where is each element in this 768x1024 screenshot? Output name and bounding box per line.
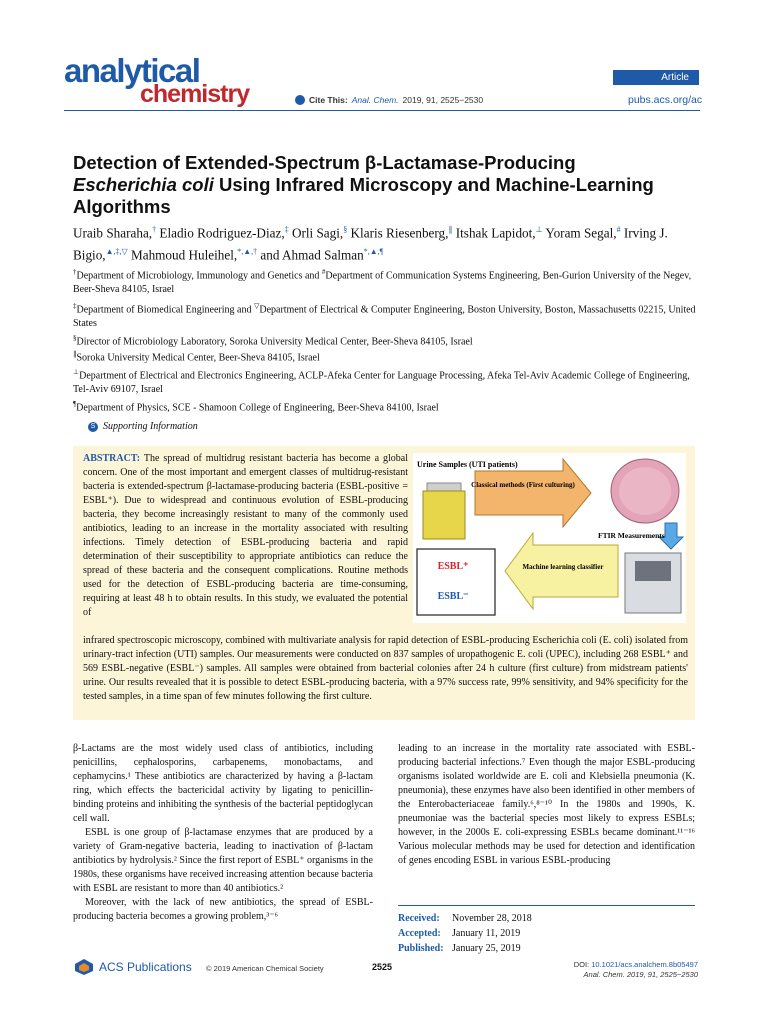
petri-dish-inner [619, 467, 671, 515]
received-date: November 28, 2018 [452, 913, 532, 924]
doi-label: DOI: [573, 960, 590, 969]
affiliation [73, 397, 703, 415]
body-paragraph: leading to an increase in the mortality rate associated with ESBL-producing bacterial infections.⁷ Even though the major ESBL-producing organisms isolated worldwide are E. coli and Klebsiella pneumonia (K. pneumonia), these enzymes have also been identified in other members of the Enterobacteriaceae family.⁶,⁸⁻¹⁰ In the 1980s and 1990s, K. pneumoniae was the bacterial species most likely to express ESBLs; however, in the 2000s E. coli-expressing ESBLs became dominant.¹¹⁻¹⁶ Various molecular methods may be used for detection and identification of genes encoding ESBL in various ESBL-producing [398, 743, 695, 866]
abstract-label: ABSTRACT: [83, 453, 141, 464]
affiliation-mark: ∥ [73, 350, 77, 358]
author-name[interactable]: and Ahmad Salman [260, 247, 364, 263]
affiliation [73, 299, 703, 331]
affiliation-text: Department of Microbiology, Immunology and Genetics and [76, 270, 322, 282]
urine-jar-lid [427, 483, 461, 491]
affiliation-mark: § [73, 334, 77, 342]
published-row [398, 941, 695, 956]
journal-logo-analytical: analytical [64, 52, 200, 89]
affiliation-mark: ¶ [73, 400, 77, 408]
abstract-text-top [83, 452, 408, 620]
supporting-info-icon: S [88, 422, 98, 432]
author-affiliation-mark: ⊥ [535, 225, 543, 234]
toc-esbl-negative-text: ESBL⁻ [437, 591, 469, 602]
author-affiliation-mark: *,▲,† [237, 247, 258, 257]
page-number: 2525 [372, 962, 393, 972]
body-column-1 [73, 742, 373, 924]
published-label: Published: [398, 943, 444, 954]
author-name[interactable]: Eladio Rodriguez-Diaz, [159, 225, 285, 241]
journal-url-link[interactable]: pubs.acs.org/ac [628, 94, 703, 106]
author-affiliation-mark: ∥ [448, 225, 453, 234]
journal-logo-chemistry: chemistry [140, 80, 250, 108]
header-rule [64, 110, 700, 111]
cite-label: Cite This: [309, 95, 348, 105]
title-line-1: Detection of Extended-Spectrum β-Lactamase-Producing [73, 152, 576, 173]
toc-classical-text: Classical methods (First culturing) [471, 481, 575, 489]
affiliation-text: Department of Physics, SCE - Shamoon College of Engineering, Beer-Sheva 84100, Israel [76, 402, 439, 414]
author-affiliation-mark: § [343, 225, 348, 234]
abstract-text-full: infrared spectroscopic microscopy, combined with multivariate analysis for rapid detection of ESBL-producing Escherichia coli (E. coli) isolated from urinary-tract infection (UTI) samples. Our measurements were conducted on 837 samples of uropathogenic E. coli (UPEC), including 268 ESBL⁺ and 569 ESBL-negative (ESBL⁻) samples. All samples were obtained from bacterial colonies after 24 h culture (first culture) from midstream patients' urine. Our results revealed that it is possible to detect ESBL-producing bacteria, with a 97% success rate, 99% sensitivity, and 94% specificity for the tested samples, in a time span of few minutes following the first culture. [83, 635, 688, 702]
publication-dates [398, 905, 695, 956]
published-date: January 25, 2019 [452, 943, 521, 954]
affiliation-text: Department of Electrical and Electronics Engineering, ACLP-Afeka Center for Language Processing, Afeka Tel-Aviv Academic College of Engineering, Tel-Aviv 69107, Israel [73, 370, 690, 396]
paper-title [73, 152, 693, 218]
author-name[interactable]: Irving J. Bigio, [73, 225, 668, 263]
toc-ml-label [523, 563, 604, 571]
accepted-label: Accepted: [398, 928, 441, 939]
affiliation-text: Soroka University Medical Center, Beer-Sheva 84105, Israel [76, 352, 320, 364]
author-affiliation-mark: # [616, 225, 621, 234]
acs-publications-label: ACS Publications [99, 960, 192, 974]
toc-ftir-text: FTIR Measurements [598, 531, 665, 540]
author-name[interactable]: Uraib Sharaha, [73, 225, 153, 241]
toc-esbl-positive [438, 561, 469, 572]
accepted-row [398, 926, 695, 941]
urine-jar-icon [423, 491, 465, 539]
title-line-2 [73, 174, 693, 196]
ftir-instrument-detail [635, 561, 671, 581]
affiliation [73, 365, 703, 397]
footer-citation: Anal. Chem. 2019, 91, 2525−2530 [583, 970, 698, 979]
toc-urine-label [417, 460, 518, 469]
toc-ftir-label [598, 531, 665, 540]
affiliation-mark: ▽ [253, 302, 260, 310]
cite-this[interactable] [295, 95, 483, 105]
affiliation [73, 265, 703, 297]
toc-urine-text: Urine Samples (UTI patients) [417, 460, 518, 469]
body-column-2 [398, 742, 695, 868]
supporting-info-label: Supporting Information [103, 421, 198, 432]
affiliation-text: Department of Electrical & Computer Engineering, Boston University, Boston, Massachusetts 02215, United States [73, 304, 696, 330]
author-list [73, 220, 703, 265]
body-paragraph: ESBL is one group of β-lactamase enzymes that are produced by a variety of Gram-negative bacteria, leading to inactivation of β-lactam antibiotics by hydrolysis.² Since the first report of ESBL⁺ organisms in the 1980s, these organisms have received increasing attention because bacteria with ESBL are resistant to more than 40 antibiotics.² [73, 827, 373, 894]
author-name[interactable]: Itshak Lapidot, [455, 225, 536, 241]
article-type-badge: Article [613, 70, 699, 85]
acs-hexagon-icon [74, 958, 94, 976]
doi-line[interactable] [574, 960, 698, 970]
affiliation-mark: ⊥ [73, 368, 80, 376]
toc-ml-text: Machine learning classifier [522, 563, 604, 571]
title-italic-species: Escherichia coli [73, 174, 214, 195]
author-affiliation-mark: ▲,‡,▽ [105, 247, 128, 257]
author-name[interactable]: Mahmoud Huleihel, [130, 247, 238, 263]
cite-volume: 2019, 91, 2525−2530 [402, 95, 484, 105]
author-name[interactable]: Yoram Segal, [545, 225, 617, 241]
body-paragraph: β-Lactams are the most widely used class of antibiotics, including penicillins, cephalosporins, carbapenems, monobactams, and cephamycins.¹ These antibiotics are characterized by having a β-lactam ring, which effects the bactericidal activity by ligating to penicillin-binding proteins and inhibiting the synthesis of the bacterial peptidoglycan cell wall. [73, 743, 373, 824]
cite-journal: Anal. Chem. [351, 95, 399, 105]
author-affiliation-mark: *,▲,¶ [363, 247, 384, 257]
affiliation [73, 347, 703, 365]
copyright-notice: © 2019 American Chemical Society [206, 964, 324, 973]
affiliation-text: Director of Microbiology Laboratory, Soroka University Medical Center, Beer-Sheva 84105, Israel [76, 336, 473, 348]
received-label: Received: [398, 913, 440, 924]
affiliation-text: Department of Biomedical Engineering and [76, 304, 254, 316]
doi-block [574, 960, 698, 980]
affiliation-mark: # [321, 268, 326, 276]
toc-esbl-positive-text: ESBL⁺ [437, 561, 469, 572]
toc-graphic [413, 453, 686, 623]
author-name[interactable]: Orli Sagi, [291, 225, 344, 241]
author-name[interactable]: Klaris Riesenberg, [350, 225, 449, 241]
cite-icon [295, 95, 305, 105]
toc-esbl-negative [438, 591, 469, 602]
affiliation-mark: ‡ [73, 302, 77, 310]
author-affiliation-mark: ‡ [284, 225, 289, 234]
affiliation-text: Department of Communication Systems Engineering, Ben-Gurion University of the Negev, Beer-Sheva 84105, Israel [73, 270, 692, 296]
affiliation-mark: † [73, 268, 77, 276]
accepted-date: January 11, 2019 [452, 928, 521, 939]
doi-link[interactable]: 10.1021/acs.analchem.8b05497 [591, 960, 698, 969]
body-paragraph: Moreover, with the lack of new antibiotics, the spread of ESBL-producing bacteria becomes a growing problem,³⁻⁶ [73, 897, 373, 922]
acs-publications-logo[interactable] [74, 958, 192, 976]
title-line-3: Algorithms [73, 196, 171, 217]
supporting-information-link[interactable] [88, 421, 198, 432]
esbl-result-box [417, 549, 495, 615]
author-affiliation-mark: † [152, 225, 157, 234]
toc-classical-label [471, 481, 575, 489]
title-line-2-rest: Using Infrared Microscopy and Machine-Learning [219, 174, 654, 195]
received-row [398, 911, 695, 926]
abstract-top-body: The spread of multidrug resistant bacteria has become a global concern. One of the most important and emergent classes of multidrug-resistant bacteria is extended-spectrum β-lactamase-producing bacteria (ESBL-positive = ESBL⁺). Due to widespread and continuous evolution of ESBL-producing bacteria, they become increasingly resistant to many of the commonly used antibiotics, leading to an increase in the mortality associated with resulting infections. Timely detection of ESBL-producing bacteria and rapid determination of their susceptibility to appropriate antibiotics can reduce the spread of these bacteria and the consequent complications. Routine methods used for the detection of ESBL-producing bacteria are time-consuming, requiring at least 48 h to obtain results. In this study, we evaluated the potential of [83, 453, 408, 618]
